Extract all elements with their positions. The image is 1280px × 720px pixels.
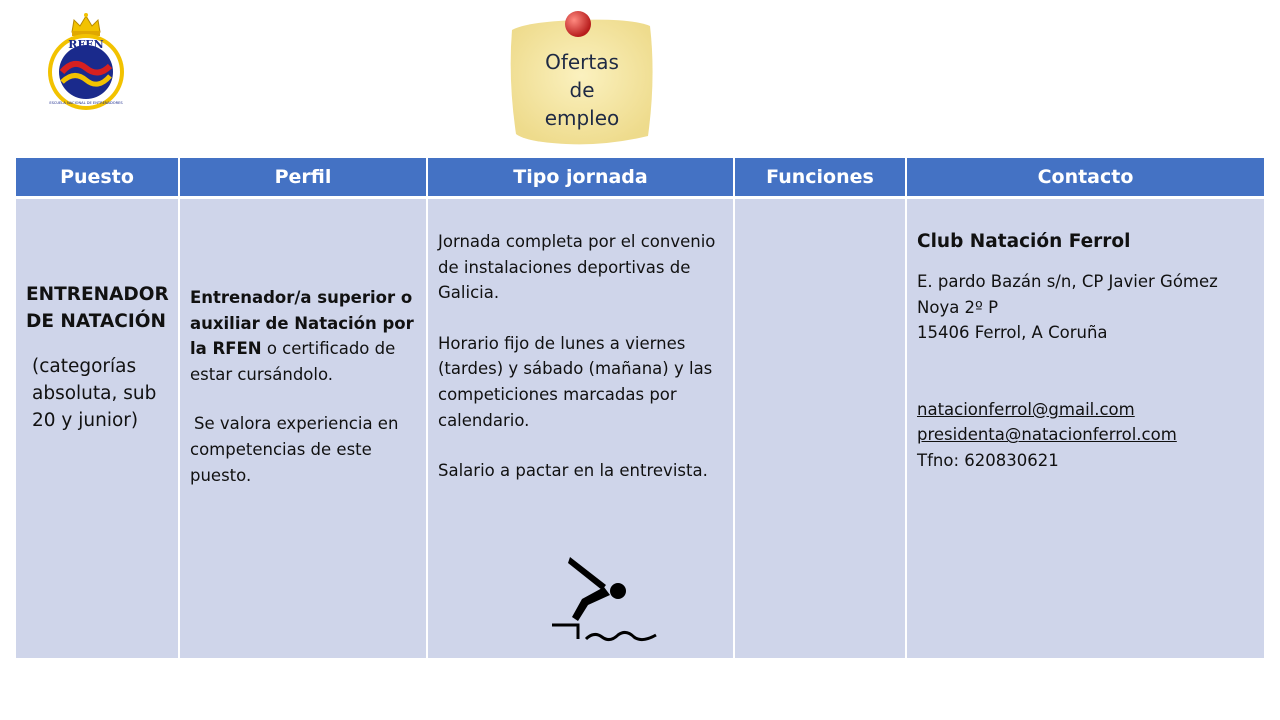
perfil-requirement (190, 285, 416, 387)
jornada-paragraph-1: Jornada completa por el convenio de instalaciones deportivas de Galicia. (438, 232, 716, 303)
address-line-1: E. pardo Bazán s/n, CP Javier Gómez Noya 2º P (917, 272, 1218, 317)
jornada-paragraph-3: Salario a pactar en la entrevista. (438, 461, 708, 481)
header-funciones: Funciones (734, 158, 906, 198)
email-link-1[interactable]: natacionferrol@gmail.com (917, 399, 1135, 419)
pin-icon (565, 11, 591, 37)
perfil-note: Se valora experiencia en competencias de este puesto. (190, 414, 399, 485)
job-offers-note (506, 8, 658, 148)
job-offers-table (16, 158, 1264, 658)
note-text (506, 48, 658, 132)
jornada-paragraph-2: Horario fijo de lunes a viernes (tardes) y sábado (mañana) y las competiciones marcadas por calendario. (438, 333, 713, 430)
perfil-requirement-bold: Entrenador/a superior o auxiliar de Natación por la RFEN (190, 288, 414, 359)
cell-contacto (906, 198, 1264, 659)
crown-icon (72, 13, 100, 36)
header-contacto: Contacto (906, 158, 1264, 198)
job-category: (categorías absoluta, sub 20 y junior) (32, 356, 157, 431)
logo-acronym: RFEN (68, 38, 104, 51)
logo-subtitle: ESCUELA NACIONAL DE ENTRENADORES (49, 101, 123, 105)
email-link-2[interactable]: presidenta@natacionferrol.com (917, 425, 1177, 445)
contact-links (917, 397, 1254, 474)
job-title-line-2: DE NATACIÓN (26, 311, 166, 332)
cell-funciones (734, 198, 906, 659)
note-line-3: empleo (544, 106, 620, 130)
swimmer-diving-icon (548, 555, 660, 647)
note-line-2: de (569, 78, 595, 102)
header-perfil: Perfil (179, 158, 427, 198)
club-name: Club Natación Ferrol (917, 231, 1131, 252)
job-title-line-1: ENTRENADOR (26, 284, 169, 305)
table-header-row (16, 158, 1264, 198)
table-row (16, 198, 1264, 659)
cell-tipo-jornada (427, 198, 734, 659)
rfen-logo (36, 10, 136, 110)
address-line-2: 15406 Ferrol, A Coruña (917, 323, 1108, 343)
note-line-1: Ofertas (545, 50, 619, 74)
cell-puesto (16, 198, 179, 659)
phone-number: Tfno: 620830621 (917, 450, 1059, 470)
header-tipo-jornada: Tipo jornada (427, 158, 734, 198)
header-puesto: Puesto (16, 158, 179, 198)
perfil-requirement-rest: o certificado de estar cursándolo. (190, 339, 396, 384)
cell-perfil (179, 198, 427, 659)
